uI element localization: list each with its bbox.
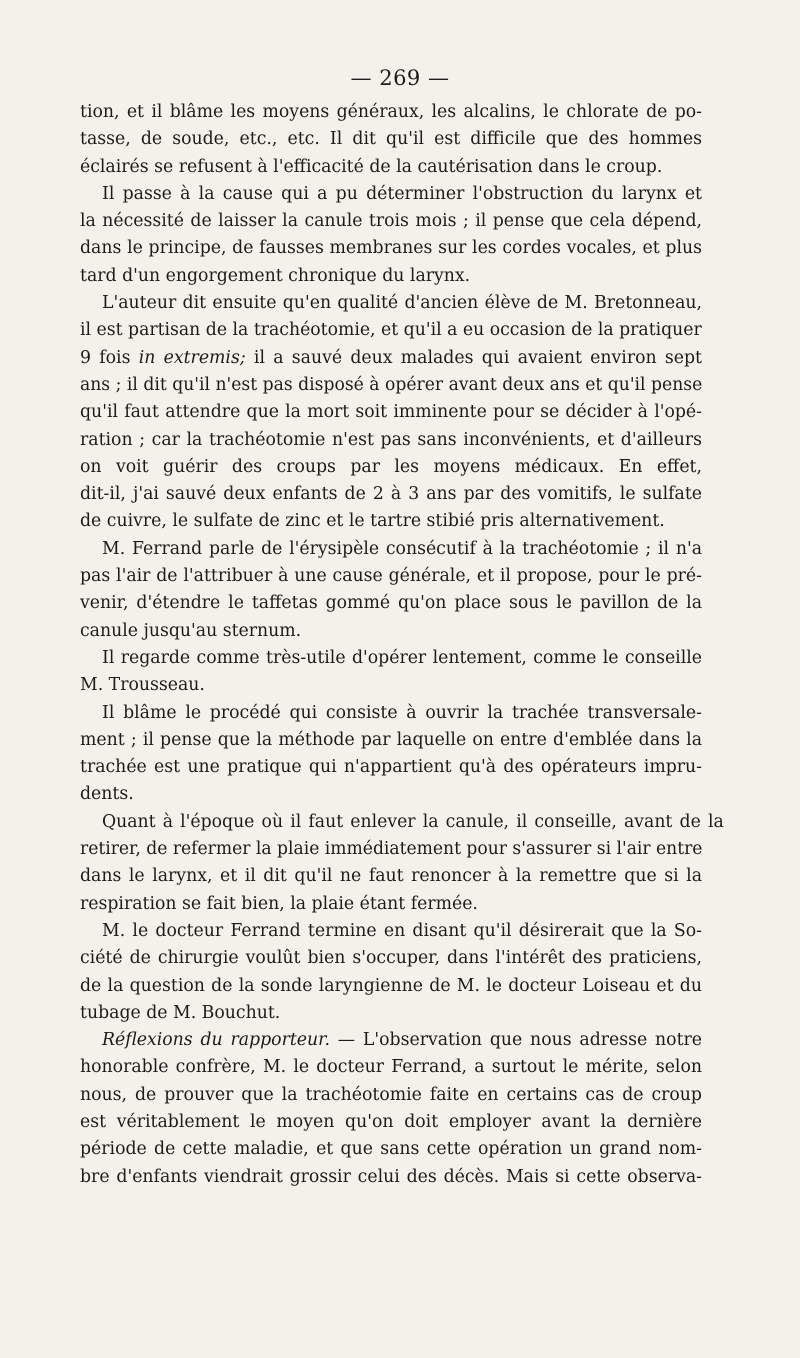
- text-line: M. le docteur Ferrand termine en disant qu'il désirerait que la So-: [102, 920, 702, 941]
- text-line: dents.: [80, 784, 134, 805]
- text-fragment: — L'observation que nous adresse notre: [330, 1030, 702, 1051]
- text-line: dit-il, j'ai sauvé deux enfants de 2 à 3 ans par des vomitifs, le sulfate: [80, 484, 702, 505]
- text-line: canule jusqu'au sternum.: [80, 620, 302, 641]
- text-line: on voit guérir des croups par les moyens médicaux. En effet,: [80, 456, 702, 477]
- text-line: dans le principe, de fausses membranes sur les cordes vocales, et plus: [80, 238, 702, 259]
- text-line: M. Ferrand parle de l'érysipèle consécutif à la trachéotomie ; il n'a: [102, 538, 702, 559]
- text-line: de la question de la sonde laryngienne de M. le docteur Loiseau et du: [80, 975, 702, 996]
- text-line: Quant à l'époque où il faut enlever la canule, il conseille, avant de la: [101, 811, 724, 832]
- text-line: respiration se fait bien, la plaie étant fermée.: [80, 893, 478, 914]
- page-number: — 269 —: [350, 66, 450, 90]
- text-line: Il passe à la cause qui a pu déterminer l'obstruction du larynx et: [102, 183, 702, 204]
- text-line: tubage de M. Bouchut.: [80, 1002, 281, 1023]
- text-line: tard d'un engorgement chronique du larynx.: [80, 265, 471, 286]
- text-line: M. Trousseau.: [80, 675, 205, 696]
- text-line: bre d'enfants viendrait grossir celui des décès. Mais si cette observa-: [80, 1166, 702, 1187]
- text-line: qu'il faut attendre que la mort soit imminente pour se décider à l'opé-: [80, 402, 702, 423]
- text-line: venir, d'étendre le taffetas gommé qu'on place sous le pavillon de la: [80, 593, 702, 614]
- text-line: est véritablement le moyen qu'on doit employer avant la dernière: [80, 1111, 702, 1132]
- italic-text: in extremis;: [138, 347, 246, 368]
- text-line: tion, et il blâme les moyens généraux, les alcalins, le chlorate de po-: [80, 102, 702, 122]
- italic-text: Réflexions du rapporteur.: [102, 1030, 330, 1051]
- text-line: période de cette maladie, et que sans cette opération un grand nom-: [80, 1139, 702, 1160]
- text-line: [80, 345, 702, 372]
- text-line: ans ; il dit qu'il n'est pas disposé à opérer avant deux ans et qu'il pense: [80, 374, 703, 395]
- text-line: Il regarde comme très-utile d'opérer lentement, comme le conseille: [102, 647, 702, 668]
- text-line: pas l'air de l'attribuer à une cause générale, et il propose, pour le pré-: [80, 566, 702, 587]
- text-line: la nécessité de laisser la canule trois mois ; il pense que cela dépend,: [80, 211, 702, 232]
- text-line: de cuivre, le sulfate de zinc et le tartre stibié pris alternativement.: [80, 511, 665, 532]
- text-line: L'auteur dit ensuite qu'en qualité d'ancien élève de M. Bretonneau,: [102, 293, 702, 314]
- text-line: Il blâme le procédé qui consiste à ouvrir la trachée transversale-: [102, 702, 702, 723]
- text-line: tasse, de soude, etc., etc. Il dit qu'il est difficile que des hommes: [80, 129, 702, 150]
- text-line: éclairés se refusent à l'efficacité de la cautérisation dans le croup.: [80, 156, 663, 177]
- text-line: [80, 1027, 702, 1054]
- text-line: il est partisan de la trachéotomie, et qu'il a eu occasion de la pratiquer: [80, 320, 702, 341]
- text-line: retirer, de refermer la plaie immédiatement pour s'assurer si l'air entre: [80, 839, 703, 860]
- text-line: ciété de chirurgie voulût bien s'occuper, dans l'intérêt des praticiens,: [80, 948, 702, 969]
- text-line: ration ; car la trachéotomie n'est pas sans inconvénients, et d'ailleurs: [80, 429, 702, 450]
- text-line: dans le larynx, et il dit qu'il ne faut renoncer à la remettre que si la: [80, 866, 702, 887]
- text-line: nous, de prouver que la trachéotomie faite en certains cas de croup: [80, 1084, 702, 1105]
- text-line: ment ; il pense que la méthode par laquelle on entre d'emblée dans la: [80, 729, 702, 750]
- body-text: [80, 99, 724, 1191]
- text-line: honorable confrère, M. le docteur Ferrand, a surtout le mérite, selon: [80, 1057, 702, 1078]
- text-line: trachée est une pratique qui n'appartient qu'à des opérateurs impru-: [80, 757, 702, 778]
- text-fragment: 9 fois: [80, 347, 139, 368]
- text-fragment: il a sauvé deux malades qui avaient environ sept: [245, 347, 702, 368]
